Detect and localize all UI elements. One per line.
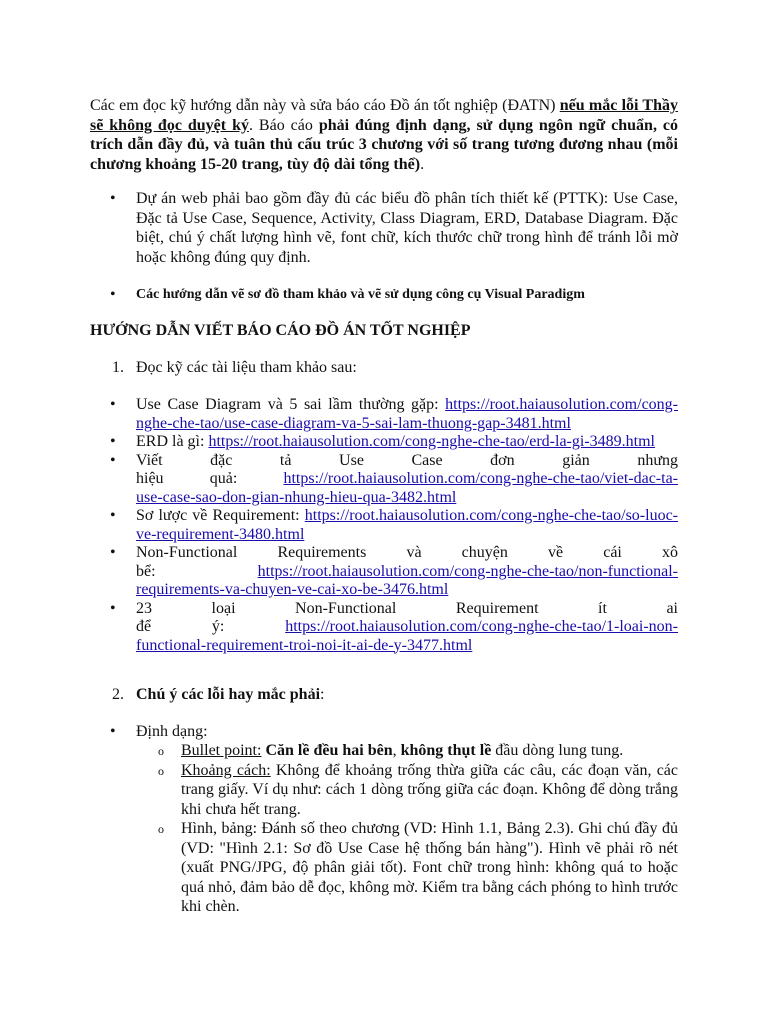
format-heading [110, 722, 678, 742]
list-item: o Hình, bảng: Đánh số theo chương (VD: Hình 1.1, Bảng 2.3). Ghi chú đầy đủ (VD: "Hình 2.1: Sơ đồ Use Case hệ thống bán hàng"). Hình vẽ phải rõ nét (xuất PNG/JPG, độ phân giải tốt). Font chữ trong hình: không quá to hoặc quá nhỏ, đảm bảo dễ đọc, không mờ. Kiểm tra bằng cách phóng to hình trước khi chèn. [158, 820, 678, 915]
step-2-text: Chú ý các lỗi hay mắc phải [136, 686, 321, 703]
step-1-text: Đọc kỹ các tài liệu tham khảo sau: [136, 359, 357, 376]
ref-link[interactable]: https://root.haiausolution.com/cong-nghe-che-tao/1-loai-non-functional-requirement-troi-noi-it-ai-de-y-3477.html [136, 618, 678, 654]
list-item: o Khoảng cách: Không để khoảng trống thừa giữa các câu, các đoạn văn, các trang giấy. Ví dụ như: cách 1 dòng trống giữa các đoạn. Không để dòng trắng khi chưa hết trang. [158, 761, 679, 818]
bullet-icon: • [110, 723, 116, 740]
bullet-pttk [110, 189, 678, 267]
list-item: o Bullet point: Căn lề đều hai bên, không thụt lề đầu dòng lung tung. [181, 741, 678, 761]
list-item [110, 507, 678, 544]
ref-link[interactable]: https://root.haiausolution.com/cong-nghe-che-tao/viet-dac-ta-use-case-sao-don-gian-nhung-hieu-qua-3482.html [136, 470, 678, 506]
step-2: 2. Chú ý các lỗi hay mắc phải: [112, 686, 325, 703]
intro-requirements: phải đúng định dạng, sử dụng ngôn ngữ chuẩn, có trích dẫn đầy đủ, và tuân thủ cấu trúc 3 chương với số trang tương đương nhau (mỗi chương khoảng 15-20 trang, tùy độ dài tổng thể) [90, 116, 678, 173]
list-item [110, 544, 678, 600]
sub-bullet-icon: o [158, 822, 164, 836]
bullet-icon: • [110, 544, 116, 561]
ref-label: ERD là gì: [136, 433, 209, 450]
step-number: 1. [112, 359, 124, 376]
list-item [110, 433, 678, 452]
bullet-vp-text: Các hướng dẫn vẽ sơ đồ tham khảo và vẽ sử dụng công cụ Visual Paradigm [136, 287, 585, 302]
format-sublist [158, 741, 679, 917]
ref-link[interactable]: https://root.haiausolution.com/cong-nghe-che-tao/erd-la-gi-3489.html [208, 433, 655, 450]
ref-label: Non-Functional Requirements và chuyện về cái xô bể: [136, 544, 678, 580]
ref-link[interactable]: https://root.haiausolution.com/cong-nghe-che-tao/non-functional-requirements-va-chuyen-ve-cai-xo-be-3476.html [136, 562, 678, 598]
list-item [110, 599, 678, 656]
bullet-icon: • [110, 599, 116, 617]
ref-label: 23 loại Non-Functional Requirement ít ai để ý: [136, 599, 678, 635]
bullet-icon: • [110, 190, 116, 207]
intro-text: Các em đọc kỹ hướng dẫn này và sửa báo cáo Đồ án tốt nghiệp (ĐATN) [90, 97, 560, 114]
list-item [110, 451, 678, 508]
item-title: Khoảng cách: [181, 761, 271, 779]
sub-bullet-icon: o [158, 744, 164, 758]
reference-list [110, 396, 678, 655]
heading-text: HƯỚNG DẪN VIẾT BÁO CÁO ĐỒ ÁN TỐT NGHIỆP [90, 322, 471, 339]
ref-link[interactable]: https://root.haiausolution.com/cong-nghe-che-tao/so-luoc-ve-requirement-3480.html [136, 507, 678, 543]
step-1 [112, 358, 678, 378]
intro-warning: nếu mắc lỗi Thầy sẽ không đọc duyệt ký [90, 97, 678, 134]
bullet-icon: • [110, 286, 116, 303]
bullet-icon: • [110, 433, 116, 450]
step-number: 2. [112, 686, 124, 703]
ref-link[interactable]: https://root.haiausolution.com/cong-nghe-che-tao/use-case-diagram-va-5-sai-lam-thuong-gap-3481.html [136, 396, 678, 432]
list-item [110, 396, 678, 433]
bullet-icon: • [110, 507, 116, 524]
item-title: Bullet point: [181, 742, 262, 759]
bullet-visual-paradigm [110, 285, 678, 305]
bullet-icon: • [110, 451, 116, 469]
sub-bullet-icon: o [158, 763, 164, 778]
ref-label: Use Case Diagram và 5 sai lầm thường gặp: [136, 396, 446, 413]
ref-label: Viết đặc tả Use Case đơn giản nhưng hiệu quả: [136, 451, 678, 487]
intro-paragraph: Các em đọc kỹ hướng dẫn này và sửa báo cáo Đồ án tốt nghiệp (ĐATN) nếu mắc lỗi Thầy sẽ không đọc duyệt ký. Báo cáo phải đúng định dạng, sử dụng ngôn ngữ chuẩn, có trích dẫn đầy đủ, và tuân thủ cấu trúc 3 chương với số trang tương đương nhau (mỗi chương khoảng 15-20 trang, tùy độ dài tổng thể). [90, 97, 678, 173]
format-label: Định dạng: [136, 723, 208, 740]
intro-text-2: . Báo cáo [248, 116, 319, 134]
ref-label: Sơ lược về Requirement: [136, 507, 305, 524]
bullet-icon: • [110, 396, 116, 413]
bullet-pttk-text: Dự án web phải bao gồm đầy đủ các biểu đồ phân tích thiết kế (PTTK): Use Case, Đặc tả Use Case, Sequence, Activity, Class Diagram, ERD, Database Diagram. Đặc biệt, chú ý chất lượng hình vẽ, font chữ, kích thước chữ trong hình để tránh lỗi mờ hoặc không đúng quy định. [136, 190, 678, 266]
section-heading [90, 321, 678, 341]
